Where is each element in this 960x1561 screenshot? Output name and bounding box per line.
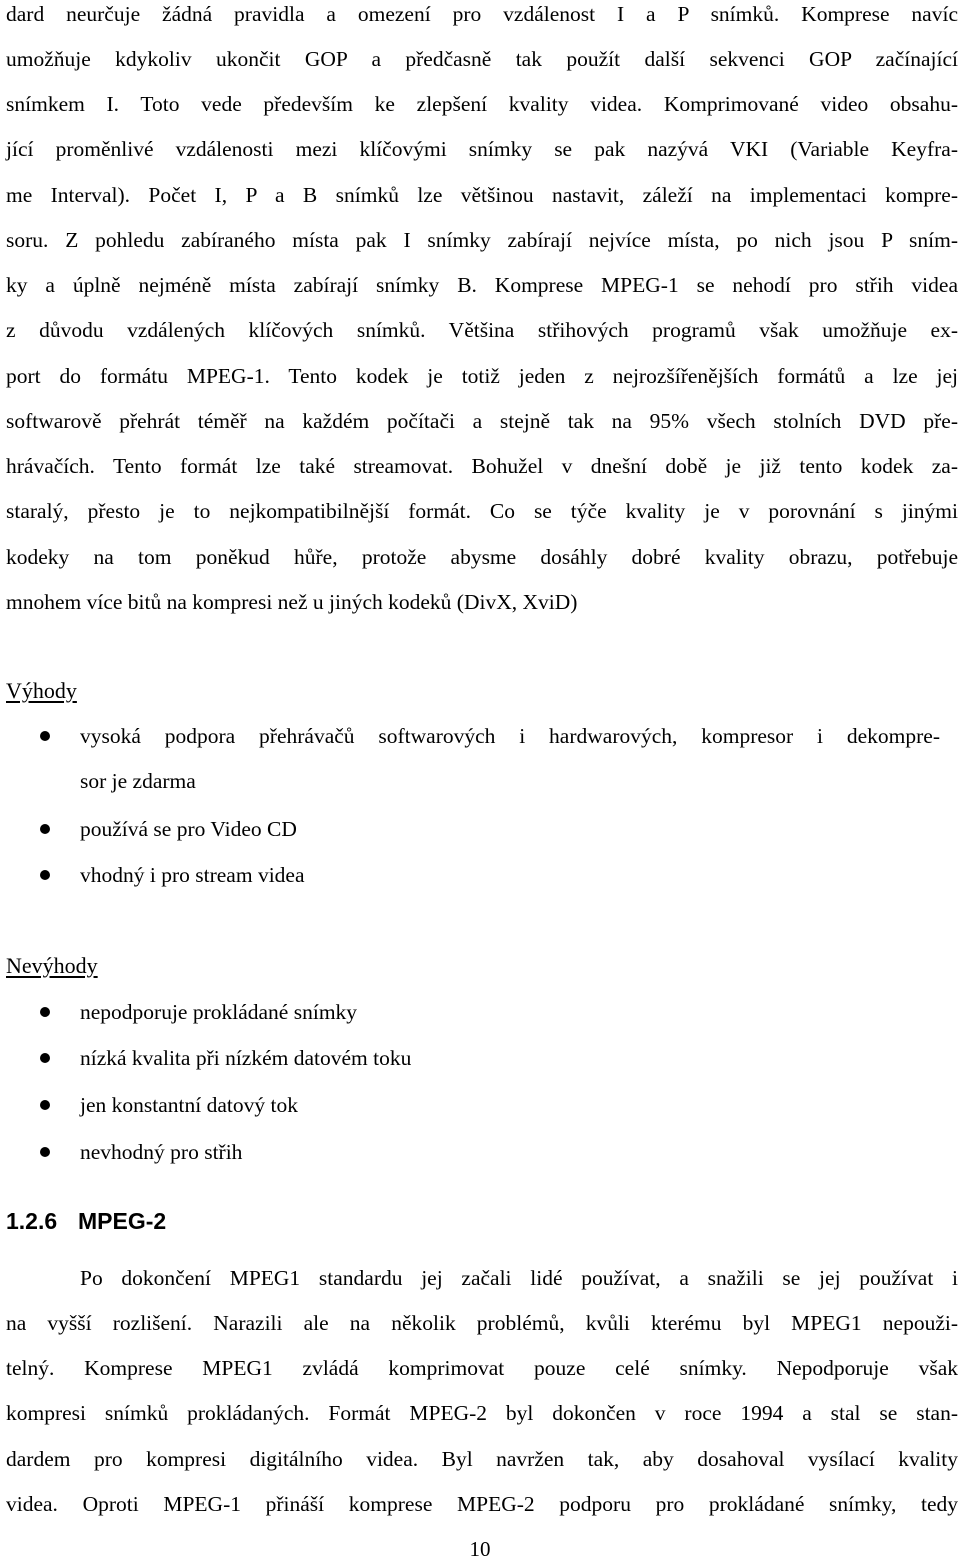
bullet-icon: [40, 1007, 50, 1017]
text-line: port do formátu MPEG-1. Tento kodek je totiž jeden z nejrozšířenějších formátů a lze jej: [6, 364, 958, 388]
bullet-icon: [40, 1053, 50, 1063]
text-line: jící proměnlivé vzdálenosti mezi klíčovými snímky se pak nazývá VKI (Variable Keyfra-: [6, 137, 958, 161]
advantages-heading: Výhody: [6, 678, 77, 703]
text-line: telný. Komprese MPEG1 zvládá komprimovat pouze celé snímky. Nepodporuje však: [6, 1356, 958, 1380]
text-line: dardem pro kompresi digitálního videa. Byl navržen tak, aby dosahoval vysílací kvality: [6, 1447, 958, 1471]
list-item-text: vysoká podpora přehrávačů softwarových i hardwarových, kompresor i dekompre-: [80, 724, 940, 748]
text-line: umožňuje kdykoliv ukončit GOP a předčasně tak použít další sekvenci GOP začínající: [6, 47, 958, 71]
list-item: [0, 1138, 960, 1166]
text-line: kompresi snímků prokládaných. Formát MPEG-2 byl dokončen v roce 1994 a stal se stan-: [6, 1401, 958, 1425]
section-number: 1.2.6: [6, 1208, 58, 1234]
page-number: 10: [469, 1537, 491, 1561]
list-item: [0, 1044, 960, 1072]
bullet-icon: [40, 824, 50, 834]
text-line: ky a úplně nejméně místa zabírají snímky B. Komprese MPEG-1 se nehodí pro střih videa: [6, 273, 958, 297]
list-item-text: vhodný i pro stream videa: [80, 863, 305, 887]
list-item-text: používá se pro Video CD: [80, 817, 297, 841]
text-line: softwarově přehrát téměř na každém počítači a stejně tak na 95% všech stolních DVD pře-: [6, 409, 958, 433]
text-line: hrávačích. Tento formát lze také streamovat. Bohužel v dnešní době je již tento kodek za-: [6, 454, 958, 478]
text-line: soru. Z pohledu zabíraného místa pak I snímky zabírají nejvíce místa, po nich jsou P sním-: [6, 228, 958, 252]
text-line: mnohem více bitů na kompresi než u jiných kodeků (DivX, XviD): [6, 590, 578, 614]
bullet-icon: [40, 870, 50, 880]
bullet-icon: [40, 1100, 50, 1110]
text-line: Po dokončení MPEG1 standardu jej začali lidé používat, a snažili se jej používat i: [80, 1266, 958, 1290]
text-line: staralý, přesto je to nejkompatibilnější formát. Co se týče kvality je v porovnání s jinými: [6, 499, 958, 523]
list-item-text-continuation: sor je zdarma: [80, 769, 196, 793]
list-item-text: nízká kvalita při nízkém datovém toku: [80, 1046, 412, 1070]
section-title: MPEG-2: [78, 1208, 167, 1234]
text-line: z důvodu vzdálených klíčových snímků. Většina střihových programů však umožňuje ex-: [6, 318, 958, 342]
disadvantages-heading: Nevýhody: [6, 953, 98, 978]
list-item-text: nevhodný pro střih: [80, 1140, 243, 1164]
text-line: me Interval). Počet I, P a B snímků lze většinou nastavit, záleží na implementaci kompre-: [6, 183, 958, 207]
list-item: [0, 722, 960, 750]
text-line: na vyšší rozlišení. Narazili ale na několik problémů, kvůli kterému byl MPEG1 nepouži-: [6, 1311, 958, 1335]
list-item-text: nepodporuje prokládané snímky: [80, 1000, 358, 1024]
text-line: videa. Oproti MPEG-1 přináší komprese MPEG-2 podporu pro prokládané snímky, tedy: [6, 1492, 958, 1516]
text-line: kodeky na tom poněkud hůře, protože abysme dosáhly dobré kvality obrazu, potřebuje: [6, 545, 958, 569]
list-item: [0, 815, 960, 843]
list-item-text: jen konstantní datový tok: [80, 1093, 298, 1117]
section-heading: [6, 1206, 166, 1236]
list-item: [0, 998, 960, 1026]
list-item: [0, 1091, 960, 1119]
text-line: dard neurčuje žádná pravidla a omezení pro vzdálenost I a P snímků. Komprese navíc: [6, 2, 958, 26]
bullet-icon: [40, 1147, 50, 1157]
bullet-icon: [40, 731, 50, 741]
text-line: snímkem I. Toto vede především ke zlepšení kvality videa. Komprimované video obsahu-: [6, 92, 958, 116]
list-item: [0, 861, 960, 889]
